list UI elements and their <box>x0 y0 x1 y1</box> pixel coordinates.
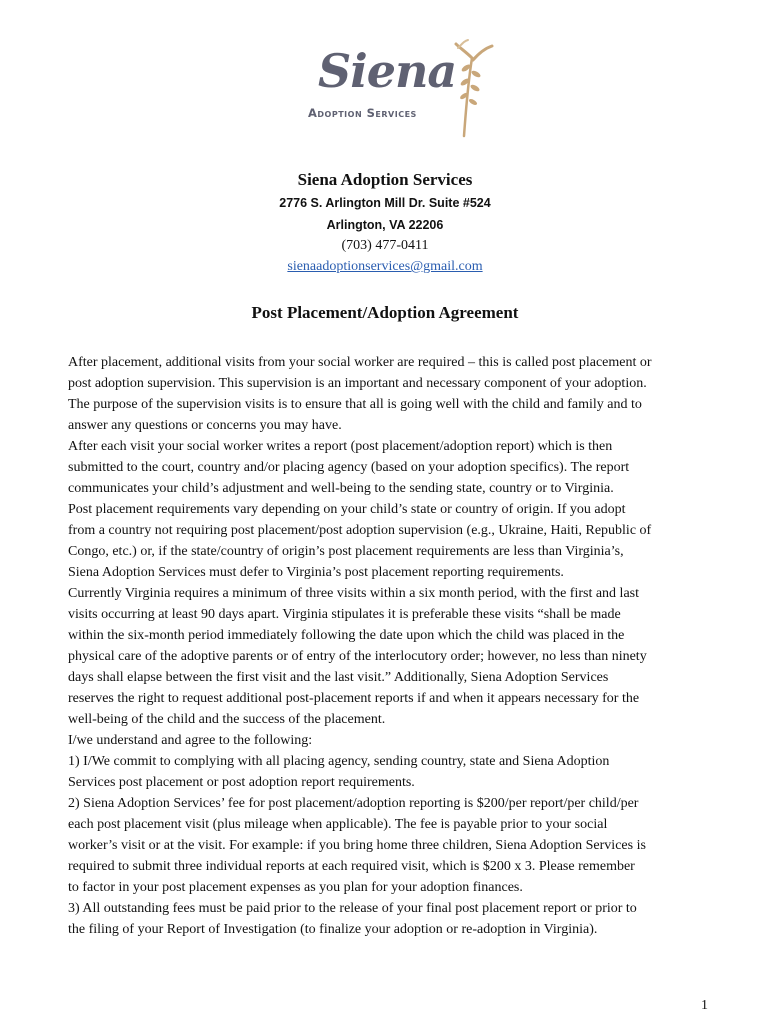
email-link[interactable]: sienaadoptionservices@gmail.com <box>287 259 483 274</box>
body-line: each post placement visit (plus mileage when applicable). The fee is payable prior to your social <box>68 817 608 832</box>
body-line: 3) All outstanding fees must be paid prior to the release of your final post placement report or prior to <box>68 901 637 916</box>
agreement-body <box>68 352 708 940</box>
body-line: I/we understand and agree to the following: <box>68 733 313 748</box>
body-line: physical care of the adoptive parents or of entry of the interlocutory order; however, no less than ninety <box>68 649 647 664</box>
body-line: to factor in your post placement expenses as you plan for your adoption finances. <box>68 880 523 895</box>
body-line: worker’s visit or at the visit. For example: if you bring home three children, Siena Adoption Services is <box>68 838 646 853</box>
wheat-stalk-icon <box>442 38 502 138</box>
body-line: Currently Virginia requires a minimum of three visits within a six month period, with the first and last <box>68 586 639 601</box>
org-name: Siena Adoption Services <box>297 170 473 189</box>
body-line: The purpose of the supervision visits is to ensure that all is going well with the child and family and to <box>68 397 642 412</box>
body-line: answer any questions or concerns you may have. <box>68 418 342 433</box>
body-line: from a country not requiring post placement/post adoption supervision (e.g., Ukraine, Haiti, Republic of <box>68 523 652 538</box>
body-line: well-being of the child and the success of the placement. <box>68 712 386 727</box>
logo-subtitle: Adoption Services <box>308 106 417 120</box>
body-line: required to submit three individual reports at each required visit, which is $200 x 3. Please remember <box>68 859 635 874</box>
address-line-2: Arlington, VA 22206 <box>326 218 444 232</box>
body-line: Post placement requirements vary depending on your child’s state or country of origin. If you adopt <box>68 502 626 517</box>
body-line: within the six-month period immediately following the date upon which the child was placed in the <box>68 628 625 643</box>
body-line: 1) I/We commit to complying with all placing agency, sending country, state and Siena Adoption <box>68 754 610 769</box>
body-line: After each visit your social worker writes a report (post placement/adoption report) which is then <box>68 439 613 454</box>
phone-number: (703) 477-0411 <box>341 238 429 253</box>
siena-logo <box>308 38 508 138</box>
body-line: visits occurring at least 90 days apart. Virginia stipulates it is preferable these visits “shall be made <box>68 607 621 622</box>
body-line: days shall elapse between the first visit and the last visit.” Additionally, Siena Adoption Services <box>68 670 609 685</box>
logo-wordmark: Siena <box>318 44 457 98</box>
body-line: Congo, etc.) or, if the state/country of origin’s post placement requirements are less than Virginia’s, <box>68 544 624 559</box>
body-line: reserves the right to request additional post-placement reports if and when it appears necessary for the <box>68 691 640 706</box>
body-line: Services post placement or post adoption report requirements. <box>68 775 415 790</box>
body-line: communicates your child’s adjustment and well-being to the sending state, country or to Virginia. <box>68 481 614 496</box>
body-line: submitted to the court, country and/or placing agency (based on your adoption specifics). The report <box>68 460 630 475</box>
address-line-1: 2776 S. Arlington Mill Dr. Suite #524 <box>279 196 491 210</box>
body-line: post adoption supervision. This supervision is an important and necessary component of your adoption. <box>68 376 647 391</box>
document-title: Post Placement/Adoption Agreement <box>251 303 519 322</box>
body-line: After placement, additional visits from your social worker are required – this is called post placement or <box>68 355 652 370</box>
page-number: 1 <box>701 998 708 1013</box>
body-line: 2) Siena Adoption Services’ fee for post placement/adoption reporting is $200/per report/per child/per <box>68 796 639 811</box>
body-line: the filing of your Report of Investigation (to finalize your adoption or re-adoption in Virginia). <box>68 922 598 937</box>
body-line: Siena Adoption Services must defer to Virginia’s post placement reporting requirements. <box>68 565 564 580</box>
